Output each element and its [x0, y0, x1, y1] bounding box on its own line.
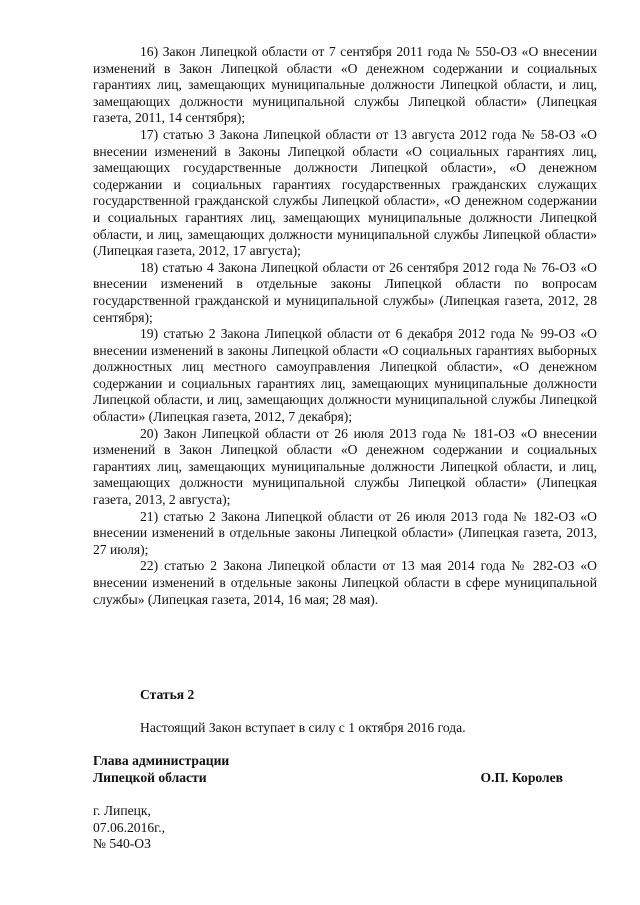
signatory-name: О.П. Королев — [480, 769, 563, 785]
article-text: Настоящий Закон вступает в силу с 1 октября 2016 года. — [140, 720, 466, 735]
list-item-18: 18) статью 4 Закона Липецкой области от 26 сентября 2012 года № 76-ОЗ «О внесении изменений в отдельные законы Липецкой области по вопросам государственной гражданской и муниципальной службы» (Липецкая газета, 2012, 28 сентября); — [93, 259, 597, 325]
place-city: г. Липецк, — [93, 803, 151, 818]
place-date-block — [93, 803, 165, 853]
article-title: Статья 2 — [140, 687, 195, 702]
law-number: № 540-ОЗ — [93, 836, 151, 852]
signature-position-line2: Липецкой области — [93, 769, 207, 785]
list-item-22: 22) статью 2 Закона Липецкой области от 13 мая 2014 года № 282-ОЗ «О внесении изменений в отдельные законы Липецкой области в сфере муниципальной службы» (Липецкая газета, 2014, 16 мая; 28 мая). — [93, 558, 597, 607]
signature-block — [93, 753, 597, 786]
list-item-17: 17) статью 3 Закона Липецкой области от 13 августа 2012 года № 58-ОЗ «О внесении изменений в Законы Липецкой области «О социальных гарантиях лиц, замещающих государственные должности Липецкой области», «О денежном содержании и социальных гарантиях государственных гражданских служащих государственной гражданской службы Липецкой области», «О денежном содержании и социальных гарантиях лиц, замещающих муниципальные должности Липецкой области, и лиц, замещающих должности муниципальной службы Липецкой области» (Липецкая газета, 2012, 17 августа); — [93, 126, 597, 259]
list-item-16: 16) Закон Липецкой области от 7 сентября 2011 года № 550-ОЗ «О внесении изменений в Закон Липецкой области «О денежном содержании и социальных гарантиях лиц, замещающих муниципальные должности Липецкой области, и лиц, замещающих должности муниципальной службы Липецкой области» (Липецкая газета, 2011, 14 сентября); — [93, 44, 597, 126]
list-item-21: 21) статью 2 Закона Липецкой области от 26 июля 2013 года № 182-ОЗ «О внесении изменений в отдельные законы Липецкой области» (Липецкая газета, 2013, 27 июля); — [93, 508, 597, 557]
list-item-19: 19) статью 2 Закона Липецкой области от 6 декабря 2012 года № 99-ОЗ «О внесении изменений в законы Липецкой области «О социальных гарантиях выборных должностных лиц местного самоуправления Липецкой области», «О денежном содержании и социальных гарантиях лиц, замещающих муниципальные должности Липецкой области, и лиц, замещающих должности муниципальной службы Липецкой области» (Липецкая газета, 2012, 7 декабря); — [93, 326, 597, 425]
amendments-list — [93, 44, 597, 608]
place-date: 07.06.2016г., — [93, 819, 166, 835]
signature-position-line1: Глава администрации — [93, 753, 230, 768]
list-item-20: 20) Закон Липецкой области от 26 июля 2013 года № 181-ОЗ «О внесении изменений в Закон Липецкой области «О денежном содержании и социальных гарантиях лиц, замещающих муниципальные должности Липецкой области, и лиц, замещающих должности муниципальной службы Липецкой области» (Липецкая газета, 2013, 2 августа); — [93, 425, 597, 508]
signature-row — [93, 770, 597, 787]
